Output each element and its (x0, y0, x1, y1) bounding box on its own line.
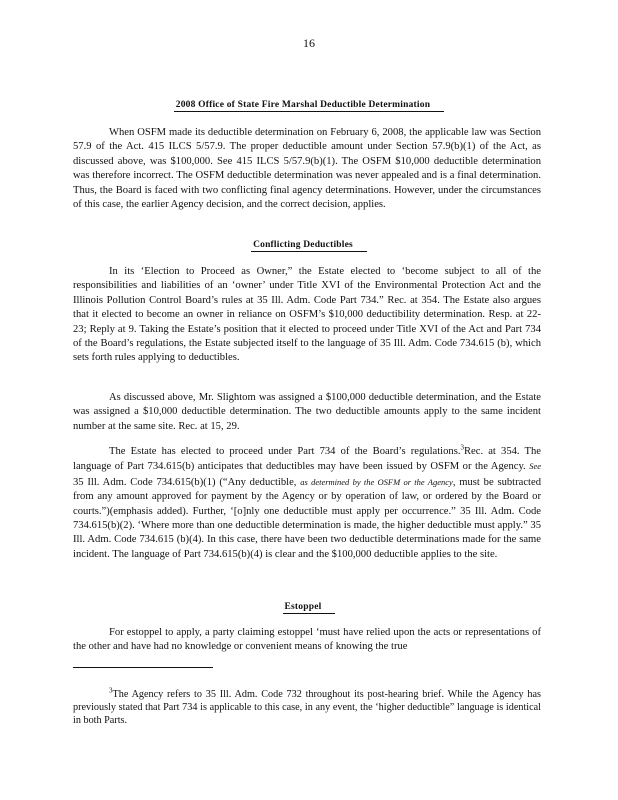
heading-text: Conflicting Deductibles (251, 240, 367, 252)
paragraph-part-734 (73, 445, 541, 562)
footnote (73, 688, 541, 728)
citation: 35 Ill. Adm. Code 734.615(b)(1) (“Any deductible, (73, 476, 297, 488)
heading-text: 2008 Office of State Fire Marshal Deductible Determination (174, 100, 444, 112)
emphasis-phrase: as determined by the OSFM or the Agency (300, 476, 453, 487)
footnote-marker: 3 (109, 686, 113, 695)
section-heading-conflicting (0, 240, 618, 250)
footnote-text: The Agency refers to 35 Ill. Adm. Code 732 throughout its post-hearing brief. While the Agency has previously stated that Part 734 is applicable to this case, in any event, the ‘higher deductible” language is identical in both Parts. (73, 689, 541, 727)
paragraph-lead: The Estate has elected to proceed under Part 734 of the Board’s regulations. (109, 446, 461, 457)
footnote-reference: 3 (460, 443, 464, 452)
paragraph-rest: Rec. at 354. The language of Part 734.615(b) anticipates that deductibles may have been issued by OSFM or the Agency. (73, 446, 541, 473)
paragraph-election: In its ‘Election to Proceed as Owner,” the Estate elected to ‘become subject to all of the responsibilities and liabilities of an ‘owner’ under Title XVI of the Environmental Protection Act and the Illinois Pollution Control Board’s rules at 35 Ill. Adm. Code Part 734.” Rec. at 354. The Estate also argues that it elected to become an owner in reliance on OSFM’s $10,000 deductibility determination. Resp. at 22-23; Reply at 9. Taking the Estate’s position that it elected to proceed under Title XVI of the Act and Part 734 of the Board’s regulations, the Estate subjected itself to the language of 35 Ill. Adm. Code 734.615 (b), which sets forth rules applying to deductibles. (73, 266, 541, 364)
section-heading-estoppel (0, 602, 618, 612)
section-heading-determination (0, 100, 618, 110)
footnote-divider (73, 667, 213, 668)
page-number: 16 (303, 36, 315, 50)
paragraph-deductible-amounts: As discussed above, Mr. Slightom was assigned a $100,000 deductible determination, and the Estate was assigned a $10,000 deductible determination. The two deductible amounts apply to the same incident number at the same site. Rec. at 15, 29. (73, 392, 541, 432)
paragraph-tail: , must be subtracted from any amount approved for payment by the Agency or by operation of law, or ordered by the Board or courts.”)(emphasis added). Further, ‘[o]nly one deductible must apply per occurrence.” 35 Ill. Adm. Code 734.615(b)(2). ‘Where more than one deductible determination is made, the higher deductible must apply.” 35 Ill. Adm. Code 734.615 (b)(4). In this case, there have been two deductible determinations made for the same incident. The language of Part 734.615(b)(4) is clear and the $100,000 deductible applies to the site. (73, 476, 541, 560)
paragraph-determination: When OSFM made its deductible determination on February 6, 2008, the applicable law was Section 57.9 of the Act. 415 ILCS 5/57.9. The proper deductible amount under Section 57.9(b)(1) of the Act, as discussed above, was $100,000. See 415 ILCS 5/57.9(b)(1). The OSFM $10,000 deductible determination was therefore incorrect. The OSFM deductible determination was never appealed and is a final determination. Thus, the Board is faced with two conflicting final agency determinations. However, under the circumstances of this case, the earlier Agency decision, and the correct decision, applies. (73, 127, 541, 211)
see-signal: See (529, 461, 541, 472)
heading-text: Estoppel (283, 602, 336, 614)
paragraph-estoppel: For estoppel to apply, a party claiming estoppel ‘must have relied upon the acts or representations of the other and have had no knowledge or convenient means of knowing the true (73, 627, 541, 653)
